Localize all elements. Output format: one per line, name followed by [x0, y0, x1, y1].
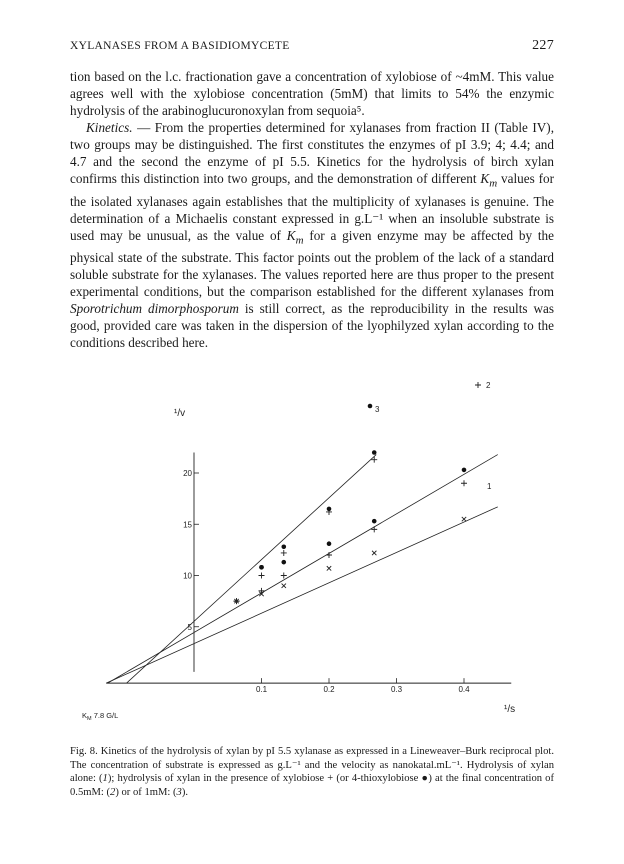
point-dot — [281, 545, 286, 550]
point-cross — [327, 566, 331, 570]
y-tick-label: 10 — [183, 571, 192, 581]
regression-line-1 — [106, 507, 498, 683]
point-dot — [327, 507, 332, 512]
paragraph-2 — [70, 119, 554, 351]
point-dot — [462, 468, 467, 473]
paragraph-1: tion based on the l.c. fractionation gave a concentration of xylobiose of ~4mM. This value agrees well with the xylobiose concentration (5mM) that limits to 54% the enzymic hydrolysis of the arabinoglucuronoxylan from sequoia⁵. — [70, 69, 554, 118]
caption-line-1: 1 — [102, 773, 108, 784]
point-dot — [327, 541, 332, 546]
x-tick-label: 0.3 — [390, 685, 403, 695]
axes — [106, 453, 511, 695]
point-plus — [259, 573, 265, 579]
line-label-3: 3 — [375, 405, 380, 414]
lineweaver-burk-plot — [82, 381, 558, 743]
km-label-k: K — [82, 711, 88, 720]
caption-part-d: ). — [181, 786, 189, 798]
y-tick-label: 5 — [187, 622, 192, 632]
point-dot — [259, 565, 264, 570]
p2-part-c: for a given enzyme may be affected by the physical state of the substrate. This factor points out the problem of the lack of a standard soluble substrate for the xylanases. The values reported here are thus proper to the present experimental conditions, but the comparison established for the different xylanases from — [70, 227, 554, 300]
caption-part-a: Fig. 8. Kinetics of the hydrolysis of xylan by pI 5.5 xylanase as expressed in a Lineweaver–Burk reciprocal plot. The concentration of substrate is expressed as g.L⁻¹ and the velocity as nanokatal.mL⁻¹. Hydrolysis of xylan alone: ( — [70, 746, 554, 784]
section-lead-kinetics: Kinetics. — [86, 120, 133, 135]
point-dot — [281, 560, 286, 565]
point-plus — [461, 480, 467, 486]
regression-line-2 — [108, 455, 498, 684]
km-label — [82, 711, 118, 722]
species-name: Sporotrichum dimorphosporum — [70, 301, 239, 317]
x-tick-label: 0.2 — [323, 685, 335, 695]
km-subscript: m — [489, 177, 498, 190]
point-plus — [281, 573, 287, 579]
point-plus — [326, 552, 332, 558]
km-symbol: K — [480, 171, 490, 186]
y-axis-label: ¹/v — [174, 408, 186, 419]
regression-line-3 — [127, 455, 377, 684]
lineweaver-burk-figure — [82, 381, 558, 743]
km-symbol-2: K — [286, 227, 296, 243]
point-plus — [371, 526, 377, 532]
point-dot — [372, 519, 377, 524]
point-cross — [372, 551, 376, 555]
point-dot — [372, 450, 377, 455]
line-label-1: 1 — [487, 482, 492, 491]
caption-line-3: 3 — [176, 786, 182, 798]
running-title: XYLANASES FROM A BASIDIOMYCETE — [70, 40, 290, 52]
point-plus — [259, 588, 265, 594]
line-label-2: 2 — [486, 381, 491, 390]
p2-part-a: — From the properties determined for xylanases from fraction II (Table IV), two groups may be distinguished. The first constitutes the enzymes of pI 3.9; 4; 4.4; and 4.7 and the second the enzyme of pI 5.5. Kinetics for the hydrolysis of birch xylan confirms this distinction into two groups, and the demonstration of different — [70, 120, 554, 186]
x-tick-label: 0.1 — [255, 685, 268, 695]
point-cross — [462, 517, 466, 521]
km-label-value: 7.8 G/L — [91, 711, 119, 720]
p2-part-b: values for the isolated xylanases again establishes that the multiplicity of xylanases is genuine. The determination of a Michaelis constant expressed in g.L⁻¹ when an insoluble substrate is used may be unusual, as the value of — [70, 171, 554, 243]
x-axis-label: ¹/s — [504, 704, 516, 715]
caption-line-2: 2 — [110, 786, 116, 798]
regression-lines — [106, 455, 498, 684]
running-head — [70, 40, 554, 56]
page-number: 227 — [532, 38, 554, 53]
label-3-marker — [368, 404, 373, 409]
body-text — [70, 68, 554, 351]
point-plus — [281, 550, 287, 556]
y-tick-label: 15 — [183, 520, 192, 530]
km-subscript-2: m — [295, 234, 304, 247]
point-cross — [282, 584, 286, 588]
y-tick-label: 20 — [183, 469, 192, 478]
figure-caption — [70, 745, 554, 799]
point-plus — [371, 457, 377, 463]
label-2-marker — [475, 382, 481, 388]
data-points — [234, 382, 481, 604]
x-tick-label: 0.4 — [458, 685, 470, 695]
caption-part-c: ) or of 1mM: ( — [115, 786, 177, 798]
km-label-sub: M — [87, 716, 92, 722]
caption-part-b: ); hydrolysis of xylan in the presence of xylobiose + (or 4-thioxylobiose ●) at the final concentration of 0.5mM: ( — [70, 773, 555, 798]
p2-part-d: is still correct, as the reproducibility in the results was good, provided care was taken in the dispersion of the lyophilyzed xylan according to the conditions described here. — [70, 301, 554, 351]
